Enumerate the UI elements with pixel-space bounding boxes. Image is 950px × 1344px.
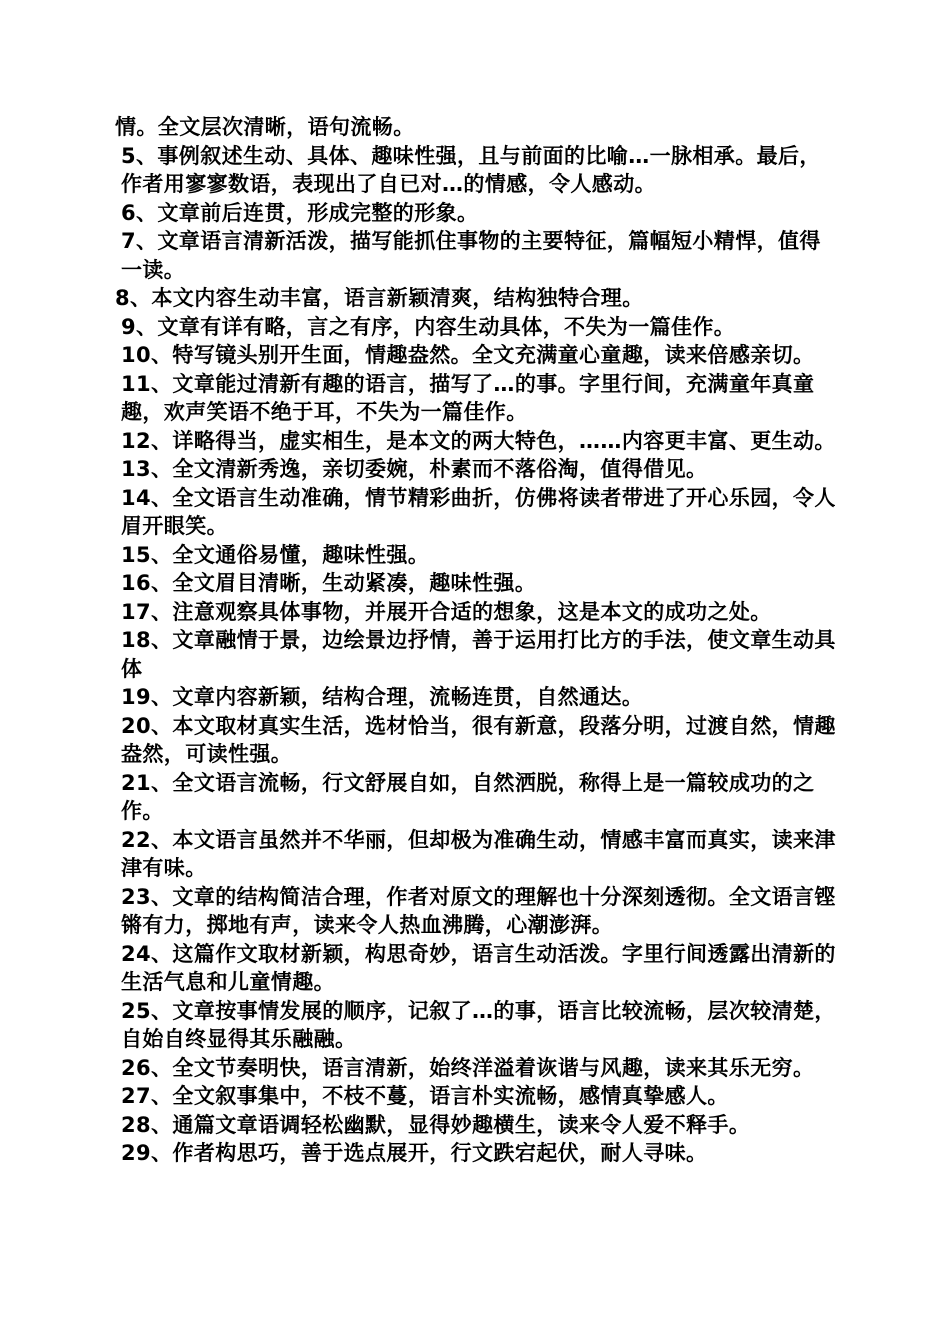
paragraph-11: 11、文章能过清新有趣的语言，描写了…的事。字里行间，充满童年真童趣，欢声笑语不绝于耳，不失为一篇佳作。 bbox=[121, 371, 815, 424]
paragraph-14: 14、全文语言生动准确，情节精彩曲折，仿佛将读者带进了开心乐园，令人眉开眼笑。 bbox=[121, 485, 836, 538]
paragraph-26: 26、全文节奏明快，语言清新，始终洋溢着诙谐与风趣，读来其乐无穷。 bbox=[121, 1055, 815, 1080]
paragraph-continuation: 情。全文层次清晰，语句流畅。 bbox=[115, 115, 415, 139]
paragraph-18: 18、文章融情于景，边绘景边抒情，善于运用打比方的手法，使文章生动具体 bbox=[121, 628, 836, 681]
paragraph-12: 12、详略得当，虚实相生，是本文的两大特色，……内容更丰富、更生动。 bbox=[121, 428, 836, 453]
paragraph-7: 7、文章语言清新活泼，描写能抓住事物的主要特征，篇幅短小精悍，值得一读。 bbox=[121, 229, 821, 282]
document-page bbox=[115, 113, 840, 1168]
paragraph-6: 6、文章前后连贯，形成完整的形象。 bbox=[121, 200, 479, 225]
paragraph-20: 20、本文取材真实生活，选材恰当，很有新意，段落分明，过渡自然，情趣盎然，可读性强。 bbox=[121, 713, 836, 766]
paragraph-23: 23、文章的结构简洁合理，作者对原文的理解也十分深刻透彻。全文语言铿锵有力，掷地有声，读来令人热血沸腾，心潮澎湃。 bbox=[121, 884, 836, 937]
paragraph-22: 22、本文语言虽然并不华丽，但却极为准确生动，情感丰富而真实，读来津津有味。 bbox=[121, 827, 836, 880]
paragraph-24: 24、这篇作文取材新颖，构思奇妙，语言生动活泼。字里行间透露出清新的生活气息和儿童情趣。 bbox=[121, 941, 836, 994]
paragraph-28: 28、通篇文章语调轻松幽默，显得妙趣横生，读来令人爱不释手。 bbox=[121, 1112, 751, 1137]
paragraph-29: 29、作者构思巧，善于选点展开，行文跌宕起伏，耐人寻味。 bbox=[121, 1141, 708, 1165]
paragraph-19: 19、文章内容新颖，结构合理，流畅连贯，自然通达。 bbox=[121, 685, 644, 709]
paragraph-10: 10、特写镜头别开生面，情趣盎然。全文充满童心童趣，读来倍感亲切。 bbox=[121, 343, 815, 367]
paragraph-8: 8、本文内容生动丰富，语言新颖清爽，结构独特合理。 bbox=[115, 286, 644, 310]
paragraph-27: 27、全文叙事集中，不枝不蔓，语言朴实流畅，感情真挚感人。 bbox=[121, 1084, 729, 1108]
paragraph-5: 5、事例叙述生动、具体、趣味性强，且与前面的比喻…一脉相承。最后，作者用寥寥数语，表现出了自已对…的情感，令人感动。 bbox=[121, 143, 821, 196]
paragraph-25: 25、文章按事情发展的顺序，记叙了…的事，语言比较流畅，层次较清楚，自始自终显得其乐融融。 bbox=[121, 998, 836, 1051]
paragraph-9: 9、文章有详有略，言之有序，内容生动具体，不失为一篇佳作。 bbox=[121, 314, 736, 339]
paragraph-13: 13、全文清新秀逸，亲切委婉，朴素而不落俗淘，值得借见。 bbox=[121, 457, 708, 481]
paragraph-21: 21、全文语言流畅，行文舒展自如，自然洒脱，称得上是一篇较成功的之作。 bbox=[121, 770, 815, 823]
paragraph-16: 16、全文眉目清晰，生动紧凑，趣味性强。 bbox=[121, 571, 537, 595]
paragraph-17: 17、注意观察具体事物，并展开合适的想象，这是本文的成功之处。 bbox=[121, 599, 772, 624]
paragraph-15: 15、全文通俗易懂，趣味性强。 bbox=[121, 542, 430, 567]
